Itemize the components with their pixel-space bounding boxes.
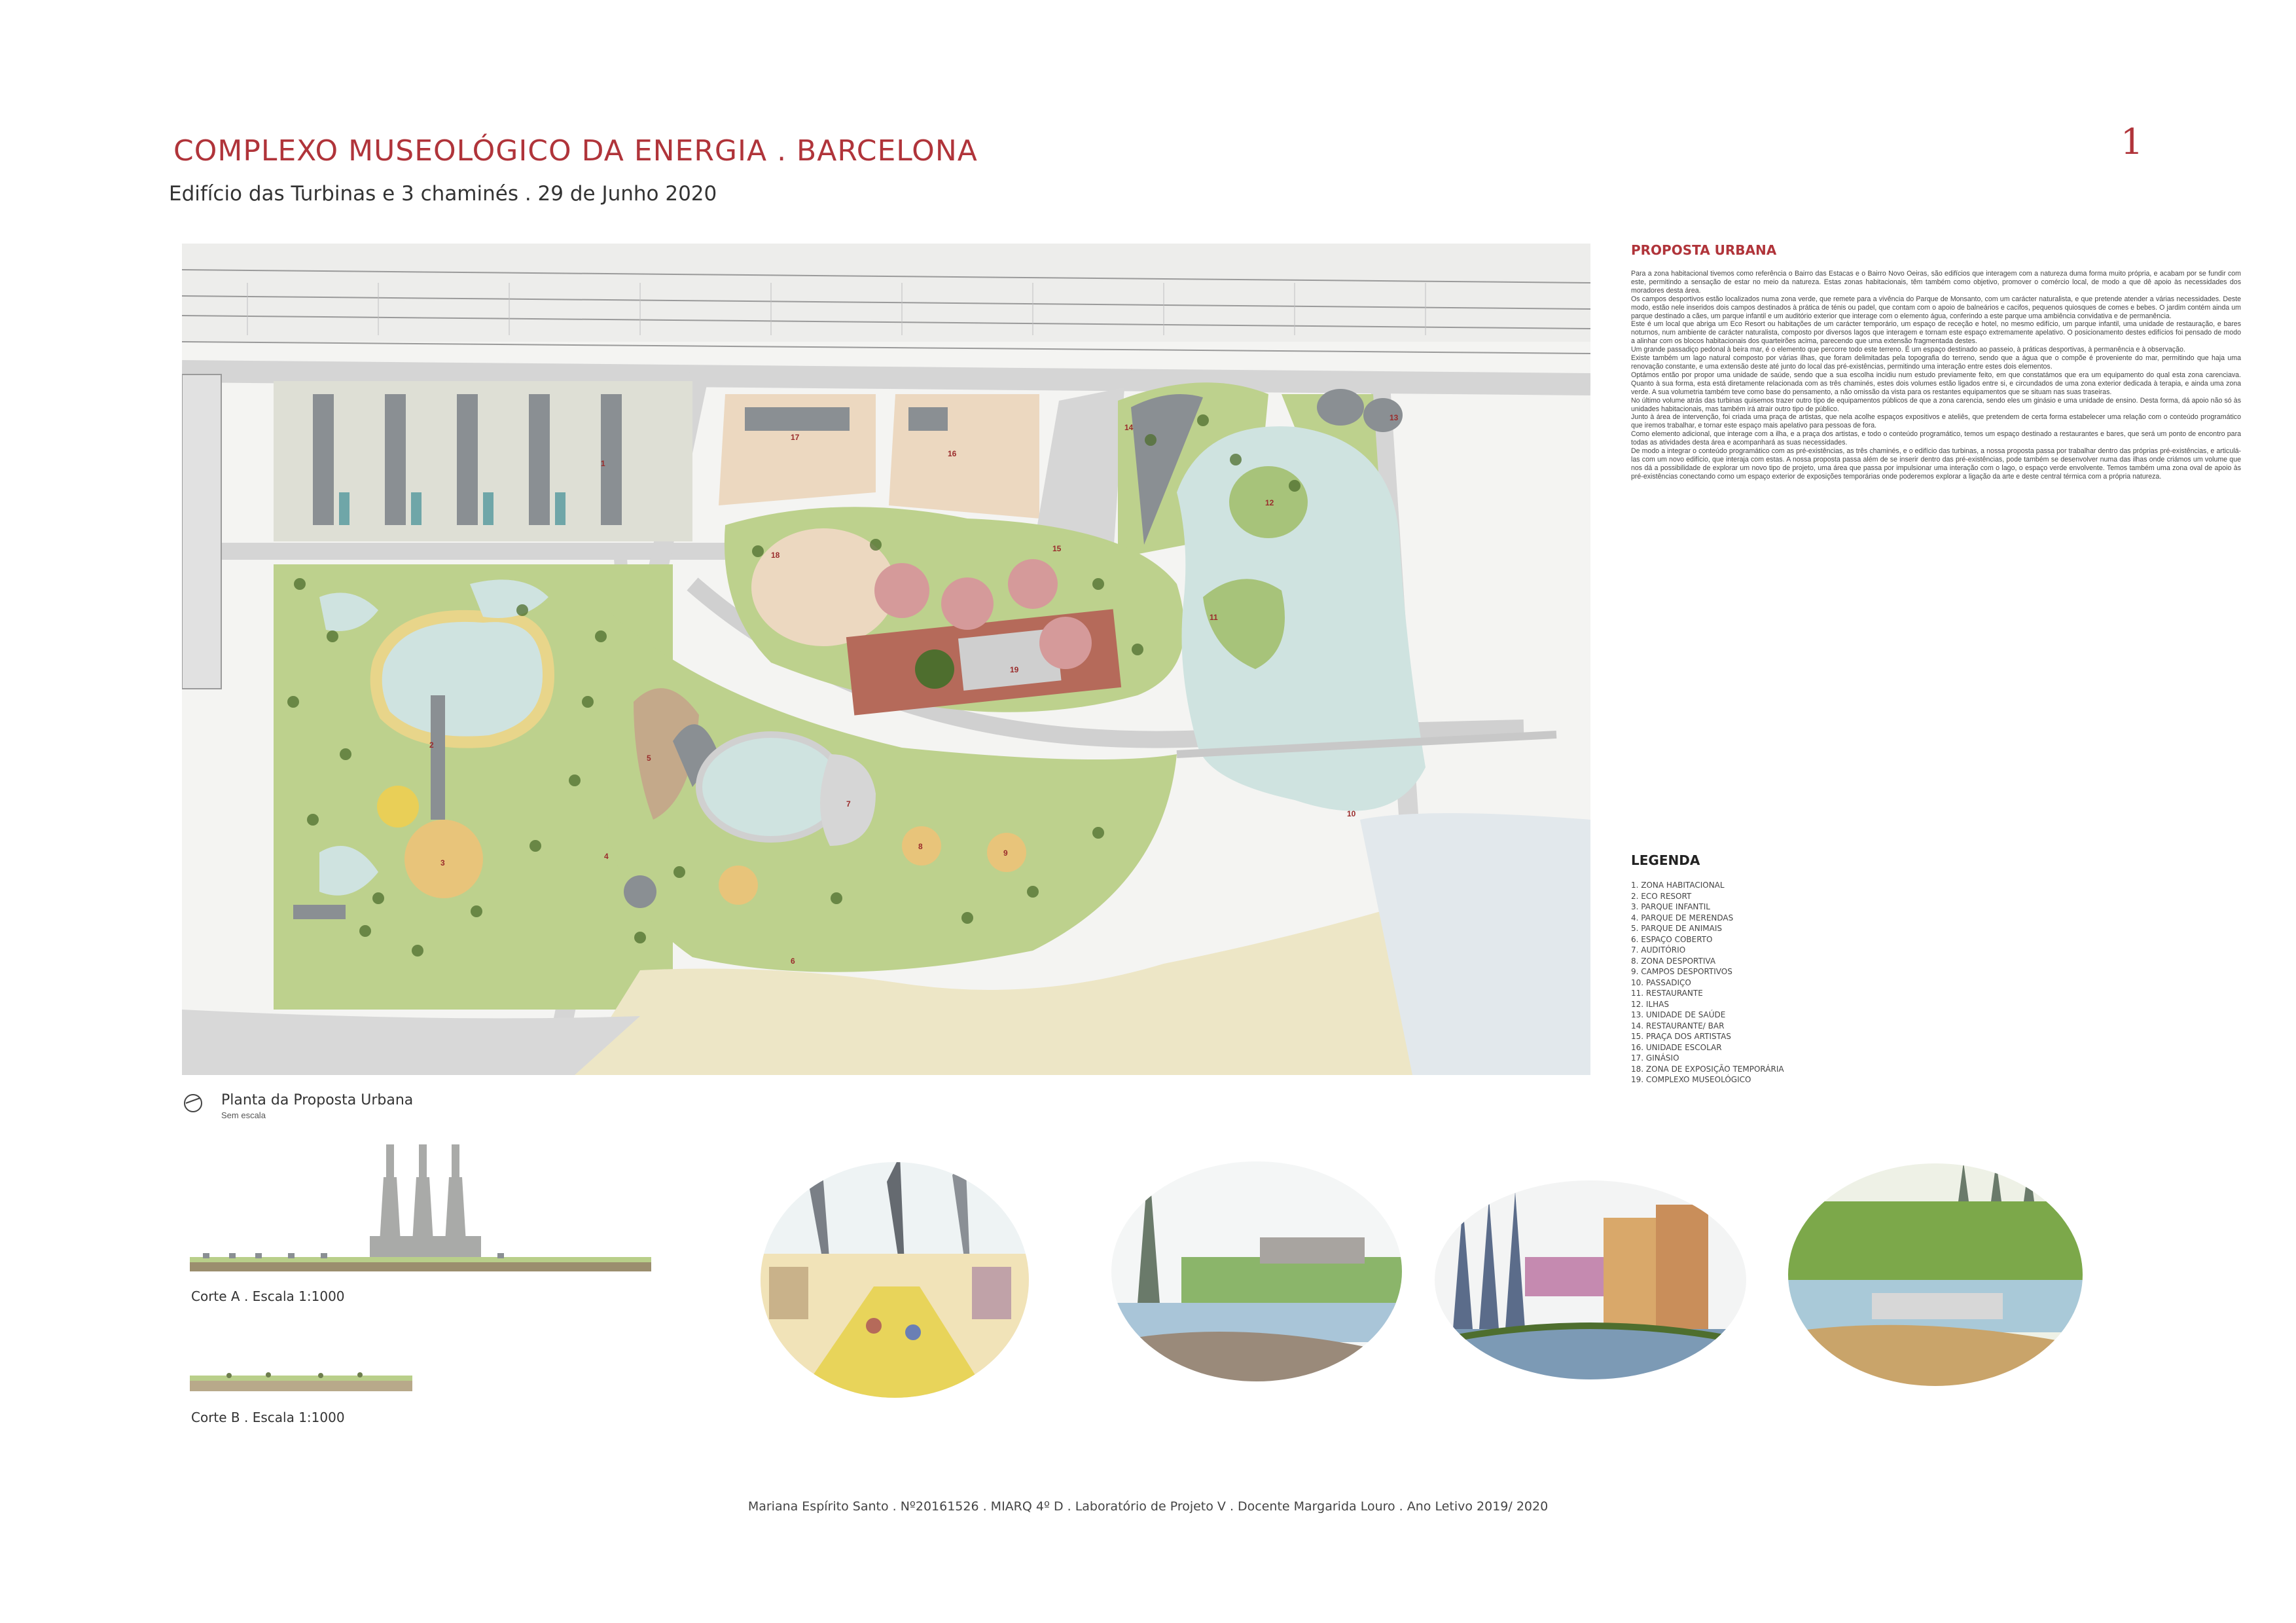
proposal-paragraph: De modo a integrar o conteúdo programático com as pré-existências, as três chaminés, e o edifício das turbinas, a nossa proposta passa por trabalhar dentro das próprias pré-existências, e articulá-las com um novo edifício, que interaja com estas. A nossa proposta passa além de se inserir dentro das pré-existências, pode também se desenvolver numa das ilhas onde criámos um volume que nos dá a possibilidade de explorar um novo tipo de projeto, uma área que passa por impulsionar uma interação com o lago, o espaço verde envolvente. Temos também uma zona oval de apoio às pré-existências conectando como um espaço exterior de exposições temporárias onde poderemos explorar a ligação da arte e deste central térmica com a própria natureza. (1631, 447, 2241, 481)
zone-label-2: 2 (429, 740, 434, 750)
legend-item: 19. COMPLEXO MUSEOLÓGICO (1631, 1075, 1751, 1084)
zone-label-10: 10 (1347, 809, 1356, 818)
zone-label-17: 17 (791, 433, 800, 442)
zone-label-13: 13 (1390, 413, 1399, 422)
legend-title: LEGENDA (1631, 852, 1700, 868)
legend-item: 1. ZONA HABITACIONAL (1631, 881, 1725, 890)
zone-label-12: 12 (1265, 498, 1274, 507)
sketch-waterfront (1109, 1159, 1404, 1385)
legend-item: 13. UNIDADE DE SAÚDE (1631, 1010, 1726, 1019)
legend-item: 3. PARQUE INFANTIL (1631, 902, 1710, 911)
page-subtitle: Edifício das Turbinas e 3 chaminés . 29 de Junho 2020 (169, 182, 717, 206)
zone-label-11: 11 (1210, 613, 1218, 622)
sketch-city-view (1433, 1178, 1748, 1381)
proposal-paragraph: Junto à área de intervenção, foi criada uma praça de artistas, que nela acolhe espaços expositivos e ateliês, que pretendem de certa forma estabelecer uma relação com o conteúdo programático que iremos trabalhar, e tornar este espaço mais apelativo para pessoas de fora. (1631, 413, 2241, 430)
legend-item: 10. PASSADIÇO (1631, 977, 1691, 987)
proposal-paragraph: Um grande passadiço pedonal à beira mar, é o elemento que percorre todo este terreno. É um espaço destinado ao passeio, à práticas desportivas, à permanência e à observação. (1631, 346, 2185, 354)
legend-item: 12. ILHAS (1631, 999, 1669, 1009)
proposal-section-title: PROPOSTA URBANA (1631, 242, 1777, 258)
legend-item: 11. RESTAURANTE (1631, 989, 1703, 998)
plan-caption-scale: Sem escala (221, 1110, 266, 1120)
section-a-caption: Corte A . Escala 1:1000 (191, 1288, 345, 1304)
page-footer: Mariana Espírito Santo . Nº20161526 . MIARQ 4º D . Laboratório de Projeto V . Docente Margarida Louro . Ano Letivo 2019/ 2020 (747, 1499, 1549, 1514)
zone-label-7: 7 (846, 799, 851, 809)
page-number: 1 (2121, 121, 2144, 162)
proposal-paragraph: Optámos então por propor uma unidade de saúde, sendo que a sua escolha incidiu num estudo previamente feito, em que constatámos que era um equipamento do qual esta zona carenciava. Quanto à sua forma, esta está diretamente relacionada com as três chaminés, estes dois volumes estão ligados entre si, e circundados de uma zona exterior dedicada à terapia, e ainda uma zona verde. A sua volumetria também teve como base do pensamento, a não omissão da vista para os restantes equipamentos que se situam nas suas traseiras. (1631, 371, 2241, 396)
zone-label-16: 16 (948, 449, 957, 458)
legend-item: 2. ECO RESORT (1631, 891, 1692, 901)
north-arrow-icon (182, 1092, 204, 1114)
zone-label-8: 8 (918, 842, 923, 851)
legend-item: 9. CAMPOS DESPORTIVOS (1631, 967, 1732, 976)
legend-item: 8. ZONA DESPORTIVA (1631, 956, 1716, 966)
proposal-paragraph: Este é um local que abriga um Eco Resort ou habitações de um carácter temporário, um espaço de receção e hotel, no mesmo edifício, um parque infantil, uma unidade de restauração, e bares noturnos, num ambiente de carácter naturalista, composto por diversos lagos que interagem e tornam este espaço extremamente apelativo. O posicionamento destes edifícios foi pensado de modo a alinhar com os blocos habitacionais dos quarteirões acima, parecendo que uma extensão fragmentada destes. (1631, 320, 2241, 346)
legend-item: 15. PRAÇA DOS ARTISTAS (1631, 1032, 1731, 1041)
legend-item: 16. UNIDADE ESCOLAR (1631, 1042, 1722, 1052)
proposal-paragraph: Os campos desportivos estão localizados numa zona verde, que remete para a vivência do Parque de Monsanto, com um carácter naturalista, e que pretende atender a várias necessidades. Deste modo, estão nele inseridos dois campos destinados à prática de ténis ou padel, que contam com o apoio de balneários e cacifos, pequenos quiosques de comes e bebes. O jardim contém ainda um parque destinado a cães, um parque infantil e um auditório exterior que interage com o elemento água, conferindo a este parque uma ambiência convidativa e de permanência. (1631, 295, 2241, 320)
proposal-text-column (1631, 242, 2241, 481)
zone-label-19: 19 (1010, 665, 1019, 674)
proposal-paragraph: Como elemento adicional, que interage com a ilha, e a praça dos artistas, e todo o conteúdo programático, temos um espaço destinado a restaurantes e bares, que será um ponto de encontro para todas as atividades desta área e acompanhará as suas necessidades. (1631, 430, 2241, 447)
zone-label-1: 1 (601, 459, 605, 468)
legend-item: 18. ZONA DE EXPOSIÇÃO TEMPORÁRIA (1631, 1064, 1784, 1074)
zone-label-5: 5 (647, 754, 651, 763)
proposal-paragraph: No último volume atrás das turbinas quisemos trazer outro tipo de equipamentos públicos de que a zona carencia, sendo eles um ginásio e uma unidade de ensino. Desta forma, dá apoio não só às unidades habitacionais, mas também irá atrair outro tipo de público. (1631, 396, 2241, 413)
legend-item: 4. PARQUE DE MERENDAS (1631, 913, 1734, 922)
page-title: COMPLEXO MUSEOLÓGICO DA ENERGIA . BARCELONA (173, 134, 978, 168)
zone-label-9: 9 (1003, 848, 1008, 858)
section-b-caption: Corte B . Escala 1:1000 (191, 1410, 345, 1425)
zone-label-14: 14 (1124, 423, 1134, 432)
zone-label-18: 18 (771, 551, 780, 560)
zone-label-6: 6 (791, 957, 795, 966)
proposal-paragraph: Existe também um lago natural composto por várias ilhas, que foram delimitadas pela topografia do terreno, sendo que a água que o compõe é proveniente do mar, permitindo que haja uma renovação constante, e uma extensão deste até junto do local das pré-existências, permitindo uma interação entre estes dois elementos. (1631, 354, 2241, 371)
proposal-paragraph: Para a zona habitacional tivemos como referência o Bairro das Estacas e o Bairro Novo Oeiras, são edifícios que interagem com a natureza duma forma muito própria, e acabam por se fundir com este, permitindo a sensação de estar no meio da natureza. Estas zonas habitacionais, têm também como objetivo, promover o comércio local, de modo a que dê apoio às necessidades dos moradores desta área. (1631, 270, 2241, 295)
section-b-drawing (190, 1365, 412, 1395)
zone-label-4: 4 (604, 852, 609, 861)
legend-item: 5. PARQUE DE ANIMAIS (1631, 924, 1722, 933)
plan-caption-title: Planta da Proposta Urbana (221, 1092, 414, 1108)
section-a-drawing (190, 1144, 651, 1282)
urban-plan-drawing (182, 244, 1590, 1075)
legend-item: 17. GINÁSIO (1631, 1053, 1679, 1063)
proposal-body (1631, 270, 2241, 481)
legend-item: 6. ESPAÇO COBERTO (1631, 934, 1713, 944)
legend-item: 7. AUDITÓRIO (1631, 945, 1686, 955)
sketch-park-lake (1787, 1162, 2085, 1388)
sketch-museum-interior (756, 1156, 1034, 1401)
legend-item: 14. RESTAURANTE/ BAR (1631, 1021, 1725, 1030)
zone-label-15: 15 (1052, 544, 1062, 553)
zone-label-3: 3 (440, 858, 445, 867)
legend-list (1631, 880, 1784, 1085)
